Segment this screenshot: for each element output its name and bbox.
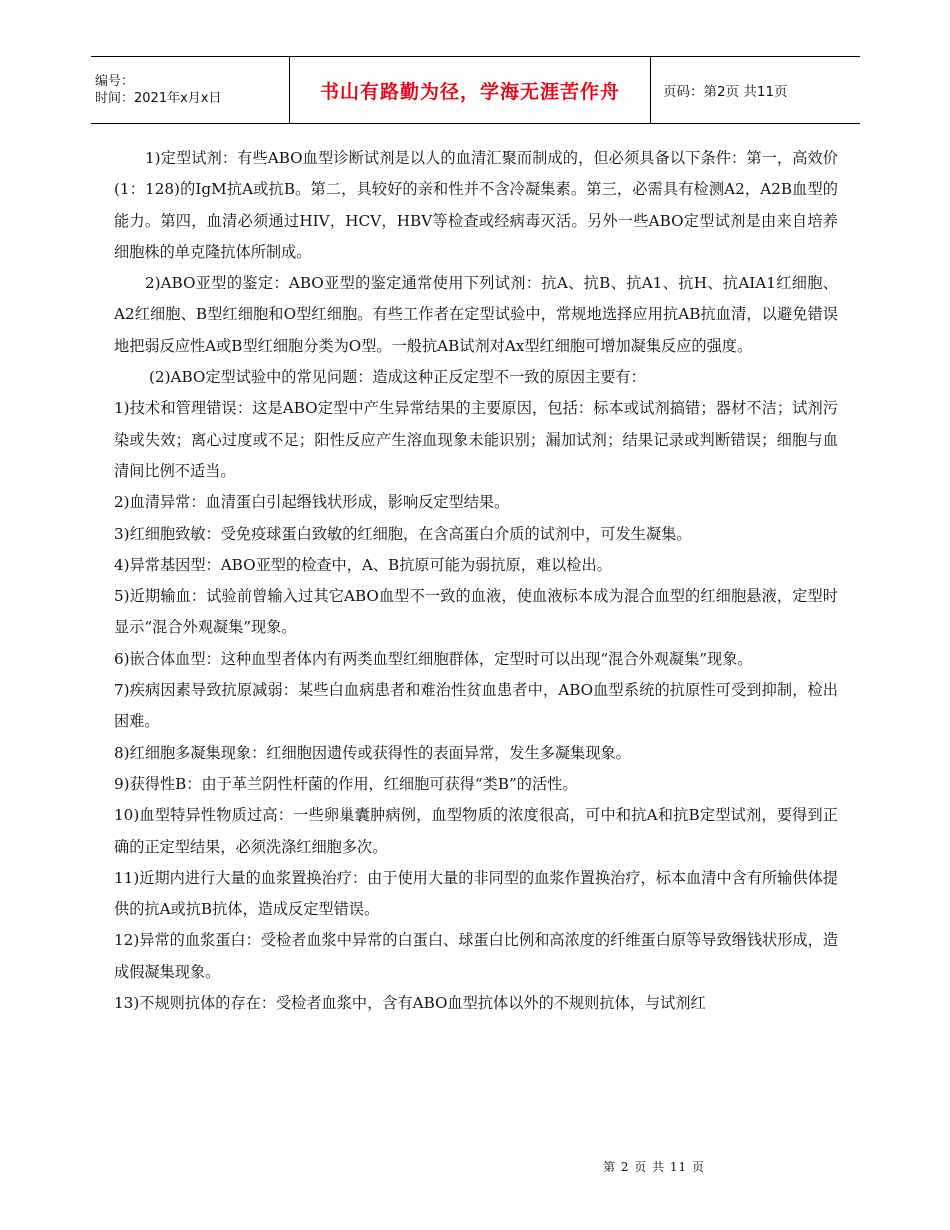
- body-paragraph: 12)异常的血浆蛋白：受检者血浆中异常的白蛋白、球蛋白比例和高浓度的纤维蛋白原等导致缗钱状形成，造成假凝集现象。: [114, 931, 838, 981]
- body-paragraph: 1)技术和管理错误：这是ABO定型中产生异常结果的主要原因，包括：标本或试剂搞错；器材不洁；试剂污染或失效；离心过度或不足；阳性反应产生溶血现象未能识别；漏加试剂；结果记录或判断错误；细胞与血清间比例不适当。: [114, 399, 838, 480]
- body-paragraph: 3)红细胞致敏：受免疫球蛋白致敏的红细胞，在含高蛋白介质的试剂中，可发生凝集。: [114, 524, 692, 543]
- body-paragraph: 6)嵌合体血型：这种血型者体内有两类血型红细胞群体，定型时可以出现“混合外观凝集”现象。: [114, 649, 753, 668]
- body-paragraph: 13)不规则抗体的存在：受检者血浆中，含有ABO血型抗体以外的不规则抗体，与试剂红: [114, 994, 706, 1013]
- document-date: 时间：2021年x月x日: [95, 91, 222, 106]
- body-paragraph: 4)异常基因型：ABO亚型的检查中，A、B抗原可能为弱抗原，难以检出。: [114, 555, 612, 574]
- body-paragraph: 1)定型试剂：有些ABO血型诊断试剂是以人的血清汇聚而制成的，但必须具备以下条件：第一，高效价(1：128)的IgM抗A或抗B。第二，具较好的亲和性并不含冷凝集素。第三，必需具有检测A2，A2B血型的能力。第四，血清必须通过HIV，HCV，HBV等检查或经病毒灭活。另外一些ABO定型试剂是由来自培养细胞株的单克隆抗体所制成。: [114, 149, 838, 261]
- body-paragraph: 8)红细胞多凝集现象：红细胞因遗传或获得性的表面异常，发生多凝集现象。: [114, 743, 631, 762]
- body-paragraph: 7)疾病因素导致抗原减弱：某些白血病患者和难治性贫血患者中，ABO血型系统的抗原性可受到抑制，检出困难。: [114, 681, 838, 731]
- footer-page-number: 第 2 页 共 11 页: [603, 1160, 705, 1174]
- header-motto: 书山有路勤为径，学海无涯苦作舟: [289, 57, 651, 123]
- header-page-info: 页码：第2页 共11页: [663, 84, 788, 100]
- document-header: [91, 56, 860, 124]
- body-paragraph: 2)ABO亚型的鉴定：ABO亚型的鉴定通常使用下列试剂：抗A、抗B、抗A1、抗H、抗AIA1红细胞、A2红细胞、B型红细胞和O型红细胞。有些工作者在定型试验中，常规地选择应用抗AB抗血清，以避免错误地把弱反应性A或B型红细胞分类为O型。一般抗AB试剂对Ax型红细胞可增加凝集反应的强度。: [114, 274, 838, 355]
- body-paragraph: 2)血清异常：血清蛋白引起缗钱状形成，影响反定型结果。: [114, 493, 510, 512]
- body-paragraph: 9)获得性B：由于革兰阴性杆菌的作用，红细胞可获得“类B”的活性。: [114, 774, 578, 793]
- body-paragraph: 10)血型特异性物质过高：一些卵巢囊肿病例，血型物质的浓度很高，可中和抗A和抗B定型试剂，要得到正确的正定型结果，必须洗涤红细胞多次。: [114, 806, 838, 856]
- page-footer: [0, 1158, 950, 1175]
- header-meta: [91, 57, 289, 123]
- body-paragraph: 5)近期输血：试验前曾输入过其它ABO血型不一致的血液，使血液标本成为混合血型的红细胞悬液，定型时显示“混合外观凝集”现象。: [114, 587, 838, 637]
- document-body: [114, 143, 838, 1019]
- body-paragraph: 11)近期内进行大量的血浆置换治疗：由于使用大量的非同型的血浆作置换治疗，标本血清中含有所输供体提供的抗A或抗B抗体，造成反定型错误。: [114, 868, 838, 919]
- document-number-label: 编号：: [95, 74, 135, 89]
- body-paragraph: (2)ABO定型试验中的常见问题：造成这种正反定型不一致的原因主要有：: [149, 368, 646, 387]
